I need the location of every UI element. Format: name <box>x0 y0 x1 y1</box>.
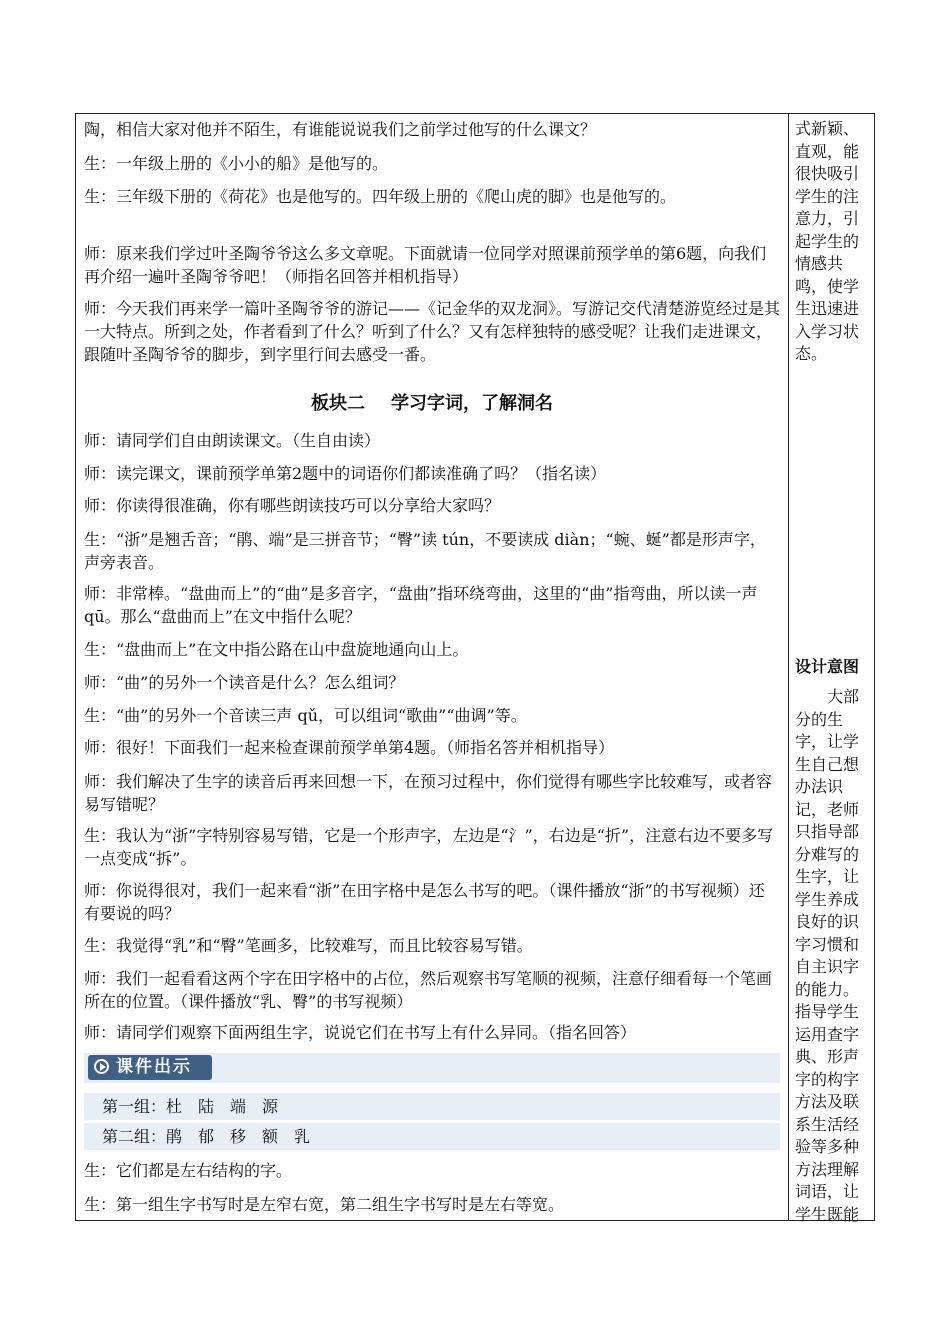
character-group-1: 第一组：杜 陆 端 源 <box>84 1093 780 1120</box>
paragraph: 师：你说得很对，我们一起来看“浙”在田字格中是怎么书写的吧。（课件播放“浙”的书写视频）还有要说的吗？ <box>84 881 765 923</box>
paragraph: 师：读完课文，课前预学单第2题中的词语你们都读准确了吗？（指名读） <box>84 464 607 483</box>
side-note: 式新颖、直观，能很快吸引学生的注意力，引起学生的情感共鸣，使学生迅速进入学习状态。 <box>795 119 860 363</box>
paragraph: 生：“曲”的另外一个音读三声 qǔ，可以组词“歌曲”“曲调”等。 <box>84 706 527 725</box>
paragraph: 生：“盘曲而上”在文中指公路在山中盘旋地通向山上。 <box>84 640 469 659</box>
paragraph: 生：我认为“浙”字特别容易写错，它是一个形声字，左边是“氵”，右边是“折”，注意右边不要多写一点变成“拆”。 <box>84 826 774 868</box>
paragraph: 师：请同学们自由朗读课文。（生自由读） <box>84 431 381 450</box>
paragraph: 师：很好！下面我们一起来检查课前预学单第4题。（师指名答并相机指导） <box>84 738 615 757</box>
paragraph: 生：我觉得“乳”和“臀”笔画多，比较难写，而且比较容易写错。 <box>84 936 533 955</box>
play-icon <box>94 1059 109 1074</box>
section-title: 学习字词，了解洞名 <box>391 393 553 414</box>
paragraph: 师：我们解决了生字的读音后再来回想一下，在预习过程中，你们觉得有哪些字比较难写，或者容易写错呢？ <box>84 772 773 814</box>
paragraph: 生：一年级上册的《小小的船》是他写的。 <box>84 154 389 173</box>
courseware-label: 课件出示 <box>116 1057 192 1077</box>
paragraph: 师：我们一起看看这两个字在田字格中的占位，然后观察书写笔顺的视频，注意仔细看每一个笔画所在的位置。（课件播放“乳、臀”的书写视频） <box>84 969 773 1011</box>
design-intent-body: 大部分的生字，让学生自己想办法识记，老师只指导部分难写的生字，让学生养成良好的识字习惯和自主识字的能力。指导学生运用查字典、形声字的构字方法及联系生活经验等多种方法理解词语，让学生既能 <box>795 687 860 1224</box>
paragraph: 生：“浙”是翘舌音；“鹃、端”是三拼音节；“臀”读 tún，不要读成 diàn；“蜿、蜒”都是形声字，声旁表音。 <box>84 530 766 572</box>
paragraph: 师：“曲”的另外一个读音是什么？怎么组词？ <box>84 673 405 692</box>
section-number: 板块二 <box>311 393 365 414</box>
courseware-badge <box>88 1055 212 1080</box>
paragraph: 生：它们都是左右结构的字。 <box>84 1161 293 1180</box>
paragraph: 师：你读得很准确，你有哪些朗读技巧可以分享给大家吗？ <box>84 496 501 515</box>
paragraph: 师：非常棒。“盘曲而上”的“曲”是多音字，“盘曲”指环绕弯曲，这里的“曲”指弯曲，所以读一声 qū。那么“盘曲而上”在文中指什么呢？ <box>84 584 758 626</box>
lesson-plan-table <box>75 113 875 1224</box>
paragraph: 生：第一组生字书写时是左窄右宽，第二组生字书写时是左右等宽。 <box>84 1195 565 1214</box>
paragraph: 师：今天我们再来学一篇叶圣陶爷爷的游记——《记金华的双龙洞》。写游记交代清楚游览经过是其一大特点。所到之处，作者看到了什么？听到了什么？又有怎样独特的感受呢？让我们走进课文，跟随叶圣陶爷爷的脚步，到字里行间去感受一番。 <box>84 299 781 364</box>
paragraph: 陶，相信大家对他并不陌生，有谁能说说我们之前学过他写的什么课文？ <box>84 120 597 139</box>
column-divider <box>788 114 789 1220</box>
paragraph: 师：请同学们观察下面两组生字，说说它们在书写上有什么异同。（指名回答） <box>84 1023 637 1042</box>
courseware-banner <box>84 1053 780 1083</box>
section-heading <box>84 391 780 417</box>
paragraph: 生：三年级下册的《荷花》也是他写的。四年级上册的《爬山虎的脚》也是他写的。 <box>84 187 677 206</box>
character-group-2: 第二组：鹃 郁 移 额 乳 <box>84 1123 780 1150</box>
design-intent-title: 设计意图 <box>795 657 860 676</box>
paragraph: 师：原来我们学过叶圣陶爷爷这么多文章呢。下面就请一位同学对照课前预学单的第6题，向我们再介绍一遍叶圣陶爷爷吧！（师指名回答并相机指导） <box>84 244 767 286</box>
